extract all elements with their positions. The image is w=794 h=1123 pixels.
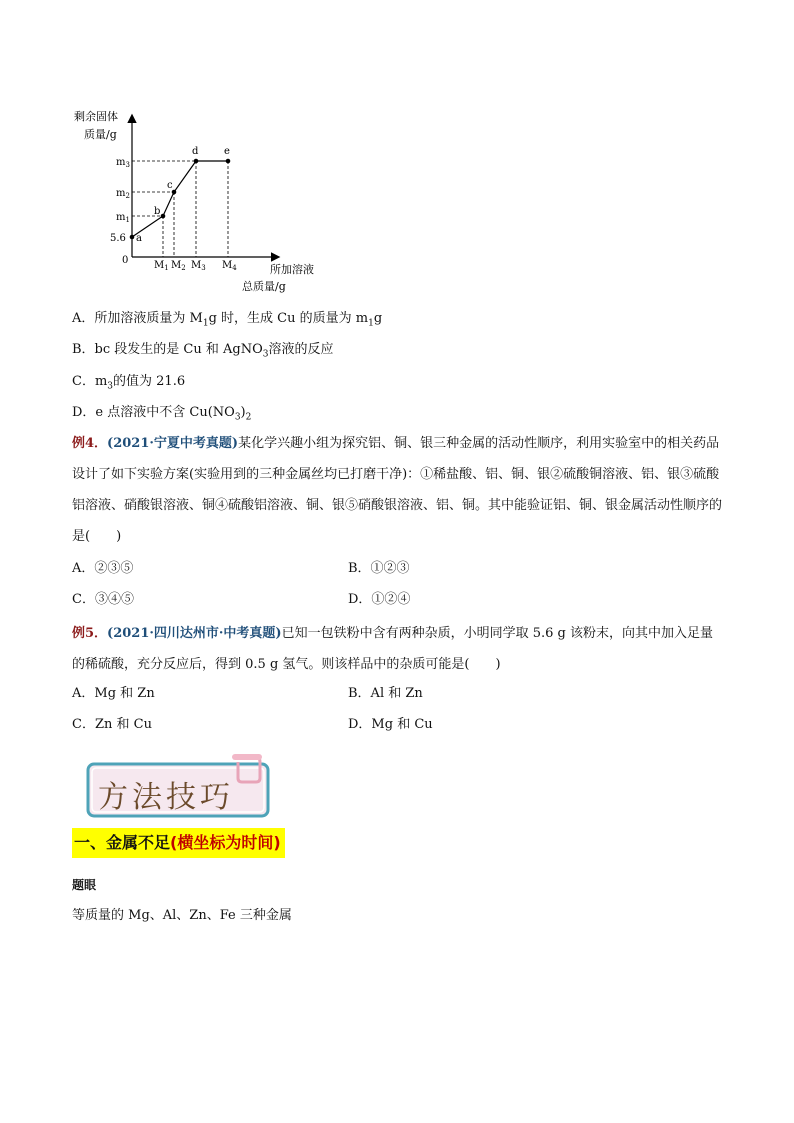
example-5-text: 已知一包铁粉中含有两种杂质，小明同学取 5.6 g 该粉末，向其中加入足量的稀硫酸，充分反应后，得到 0.5 g 氢气。则该样品中的杂质可能是( ) [72,626,713,672]
point-label-a: a [136,233,142,244]
y-axis-title-line1: 剩余固体 [74,110,118,123]
example-5-label: 例5． [72,626,108,641]
x-tick-M4: $M_4$ [222,260,237,272]
example-4-label: 例4． [72,436,108,451]
ex4-option-d: D．①②④ [348,592,411,607]
solid-mass-chart [70,100,330,300]
point-label-b: b [154,206,161,217]
x-tick-M2: $M_2$ [171,260,186,272]
tiyan-label: 题眼 [72,878,97,892]
ex4-option-a: A．②③⑤ [72,561,134,576]
example-5 [72,618,722,680]
ex5-option-c: C．Zn 和 Cu [72,717,152,732]
ex4-option-c: C．③④⑤ [72,592,134,607]
section-heading-note: (横坐标为时间) [170,833,281,852]
option-a: A．所加溶液质量为 $M_1g$ 时，生成 Cu 的质量为 $m_1g$ [72,311,383,329]
option-c: C．$m_3$的值为 21.6 [72,374,186,392]
y-tick-m2: $m_2$ [116,188,130,200]
example-4-source: (2021·宁夏中考真题) [107,436,239,451]
section-heading [72,828,285,858]
point-label-c: c [167,180,173,191]
origin-label: 0 [122,255,129,266]
point-d [194,159,199,164]
body-line: 等质量的 Mg、Al、Zn、Fe 三种金属 [72,908,292,923]
point-a [130,235,135,240]
x-tick-M3: $M_3$ [191,260,206,272]
ex5-option-a: A．Mg 和 Zn [72,686,155,701]
example-4 [72,428,722,552]
point-b [161,214,166,219]
x-axis-title-line1: 所加溶液 [270,263,314,276]
y-axis-title-line2: 质量/g [84,128,117,141]
banner-text: 方法技巧 [98,780,234,815]
ex4-option-b: B．①②③ [348,561,410,576]
example-5-source: (2021·四川达州市·中考真题) [107,626,282,641]
data-line [132,161,228,237]
ex5-option-b: B．Al 和 Zn [348,686,423,701]
y-tick-5.6: 5.6 [110,233,126,244]
point-label-d: d [192,146,199,157]
option-d: D．e 点溶液中不含 $Cu(NO_3)_2$ [72,405,252,423]
option-b: B．bc 段发生的是 Cu 和 AgNO$_3$溶液的反应 [72,342,334,360]
y-tick-m1: $m_1$ [116,212,130,224]
point-label-e: e [224,146,230,157]
point-e [226,159,231,164]
x-axis-title-line2: 总质量/g [242,280,286,293]
example-4-text: 某化学兴趣小组为探究铝、铜、银三种金属的活动性顺序，利用实验室中的相关药品设计了如下实验方案(实验用到的三种金属丝均已打磨干净)：①稀盐酸、铝、铜、银②硫酸铜溶液、铝、银③硫酸铝溶液、硝酸银溶液、铜④硫酸铝溶液、铜、银⑤硝酸银溶液、铝、铜。其中能验证铝、铜、银金属活动性顺序的是( ) [72,436,723,544]
ex5-option-d: D．Mg 和 Cu [348,717,433,732]
y-tick-m3: $m_3$ [116,157,130,169]
section-heading-main: 一、金属不足 [74,833,171,852]
x-tick-M1: $M_1$ [154,260,169,272]
method-tips-banner [84,752,274,820]
